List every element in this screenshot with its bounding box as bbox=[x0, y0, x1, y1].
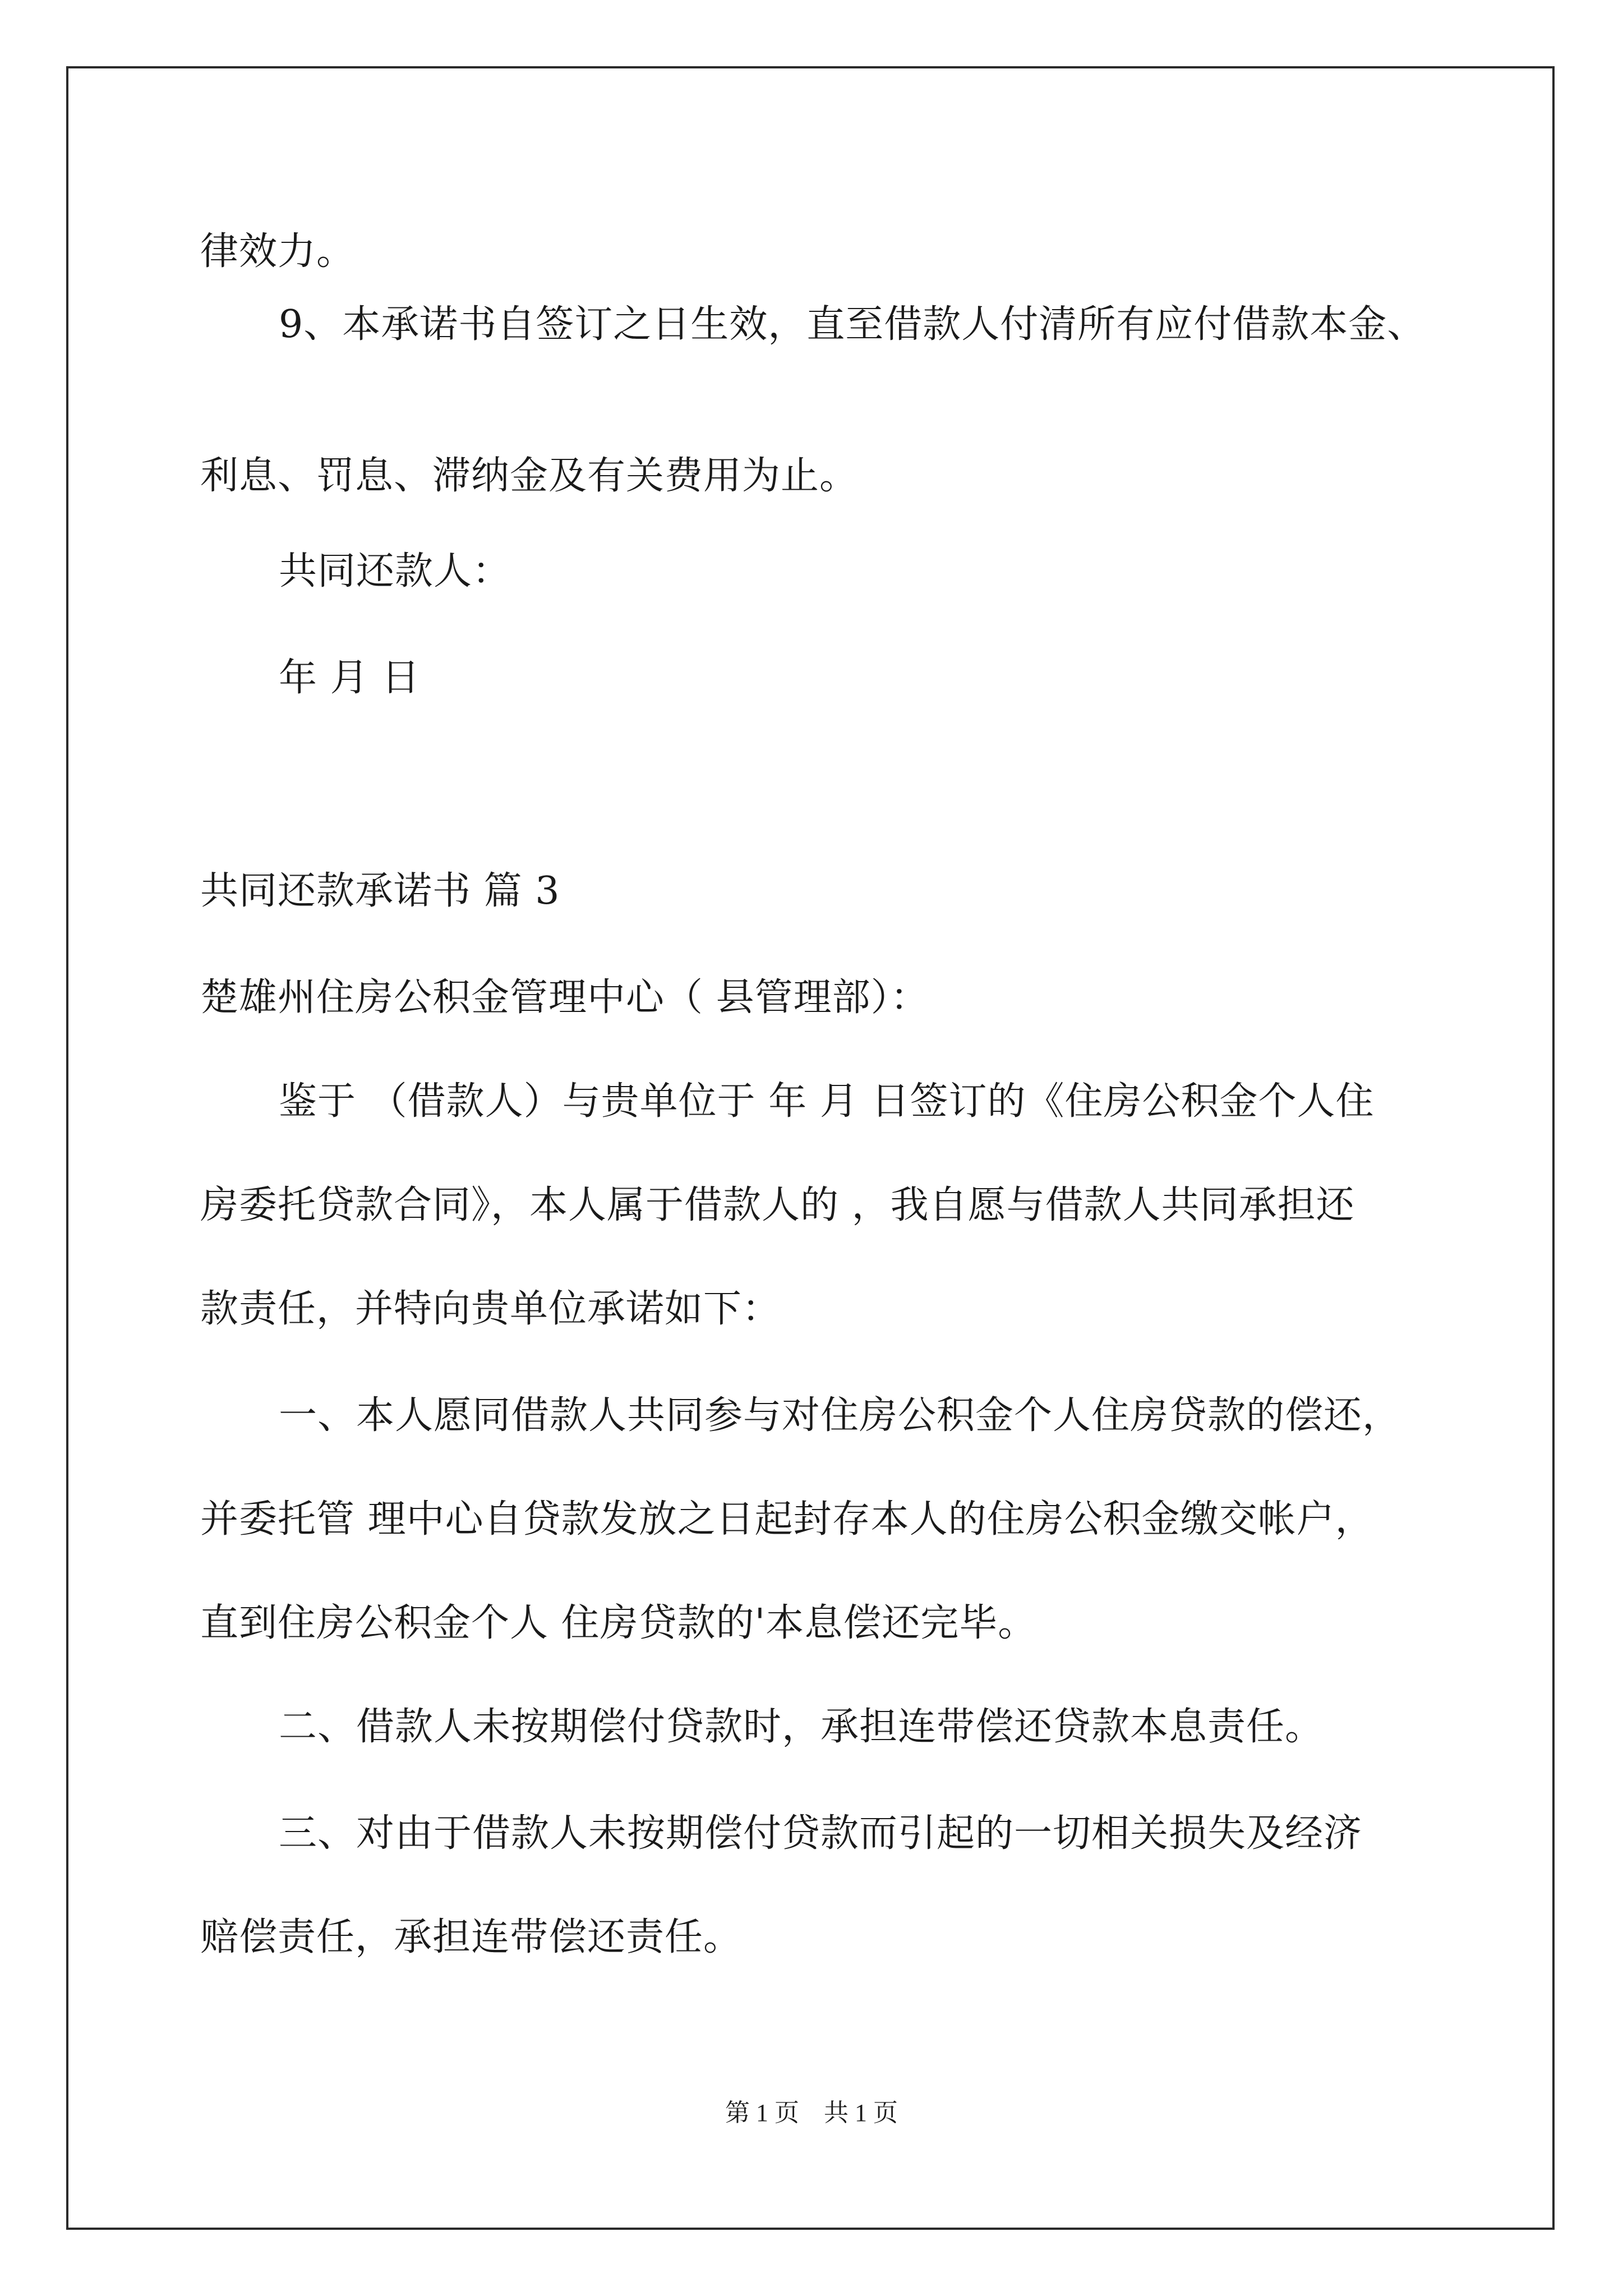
section-heading: 共同还款承诺书 篇 3 bbox=[200, 869, 560, 913]
signature-date: 年 月 日 bbox=[279, 656, 421, 700]
clause-3-line-1: 三、对由于借款人未按期偿付贷款而引起的一切相关损失及经济 bbox=[279, 1811, 1363, 1856]
clause-2: 二、借款人未按期偿付贷款时，承担连带偿还贷款本息责任。 bbox=[279, 1705, 1324, 1749]
body-line-5: 房委托贷款合同》，本人属于借款人的 ，我自愿与借款人共同承担还 bbox=[200, 1183, 1355, 1227]
body-line-6: 款责任，并特向贵单位承诺如下： bbox=[200, 1287, 781, 1331]
page-footer: 第 1 页 共 1 页 bbox=[725, 2099, 898, 2127]
addressee: 楚雄州住房公积金管理中心（ 县管理部）： bbox=[200, 976, 929, 1020]
signature-label: 共同还款人： bbox=[279, 549, 511, 593]
clause-3-line-2: 赔偿责任，承担连带偿还责任。 bbox=[200, 1915, 743, 1959]
body-line-3: 利息、罚息、滞纳金及有关费用为止。 bbox=[200, 454, 859, 498]
clause-1-line-2: 并委托管 理中心自贷款发放之日起封存本人的住房公积金缴交帐户， bbox=[200, 1497, 1374, 1542]
page-border bbox=[66, 66, 1555, 2230]
clause-1-line-3: 直到住房公积金个人 住房贷款的'本息偿还完毕。 bbox=[200, 1601, 1037, 1645]
body-line-1: 律效力。 bbox=[200, 229, 356, 274]
clause-1-line-1: 一、本人愿同借款人共同参与对住房公积金个人住房贷款的偿还， bbox=[279, 1393, 1401, 1438]
body-line-2: 9、本承诺书自签订之日生效，直至借款人付清所有应付借款本金、 bbox=[279, 302, 1426, 347]
body-line-4: 鉴于 （借款人）与贵单位于 年 月 日签订的《住房公积金个人住 bbox=[279, 1079, 1375, 1124]
